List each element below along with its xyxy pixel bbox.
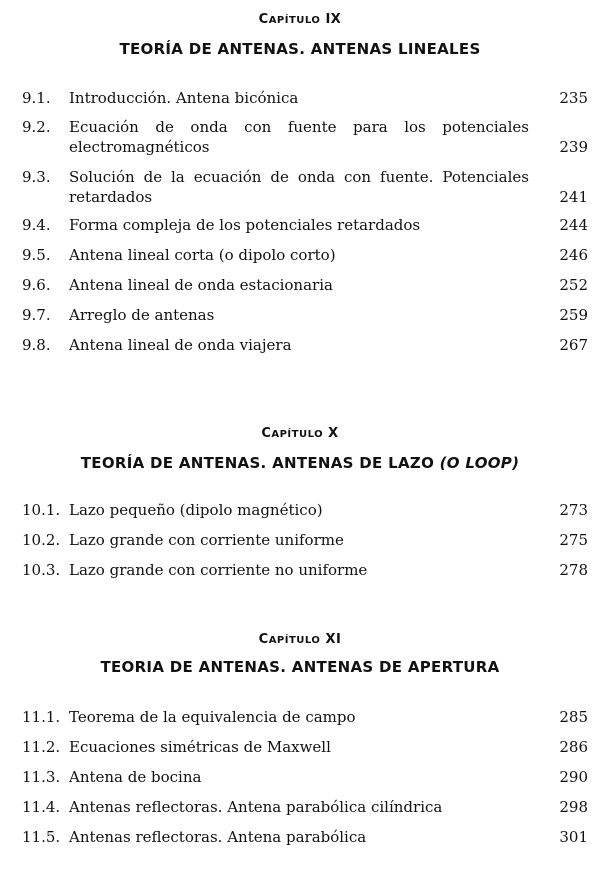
entry-title: Arreglo de antenas bbox=[69, 306, 215, 324]
entry-title: Lazo pequeño (dipolo magnético) bbox=[69, 501, 323, 519]
entry-number: 10.3. bbox=[22, 561, 61, 579]
entry-title: Ecuación de onda con fuente para los potenciales electromagnéticos bbox=[69, 118, 529, 156]
entry-title: Lazo grande con corriente no uniforme bbox=[69, 561, 368, 579]
entry-page: 285 bbox=[559, 708, 588, 726]
entry-page: 241 bbox=[559, 188, 588, 206]
entry-number: 9.5. bbox=[22, 246, 51, 264]
entry-number: 11.4. bbox=[22, 798, 61, 816]
entry-number: 9.6. bbox=[22, 276, 51, 294]
entry-title: Antena lineal de onda viajera bbox=[69, 336, 292, 354]
entry-title: Antenas reflectoras. Antena parabólica cilíndrica bbox=[69, 798, 443, 816]
entry-page: 244 bbox=[559, 216, 588, 234]
entry-page: 259 bbox=[559, 306, 588, 324]
chapter-title: TEORIA DE ANTENAS. ANTENAS DE APERTURA bbox=[100, 658, 500, 676]
entry-number: 11.3. bbox=[22, 768, 61, 786]
entry-page: 252 bbox=[559, 276, 588, 294]
entry-number: 9.1. bbox=[22, 89, 51, 107]
entry-number: 11.5. bbox=[22, 828, 61, 846]
entry-title: Antena lineal de onda estacionaria bbox=[69, 276, 333, 294]
entry-page: 239 bbox=[559, 138, 588, 156]
entry-title: Antenas reflectoras. Antena parabólica bbox=[69, 828, 367, 846]
entry-page: 301 bbox=[559, 828, 588, 846]
entry-page: 235 bbox=[559, 89, 588, 107]
entry-title: Ecuaciones simétricas de Maxwell bbox=[69, 738, 331, 756]
entry-title: Solución de la ecuación de onda con fuente. Potenciales retardados bbox=[69, 168, 529, 206]
entry-page: 286 bbox=[559, 738, 588, 756]
chapter-title: TEORÍA DE ANTENAS. ANTENAS DE LAZO (O LOOP) bbox=[80, 454, 520, 472]
entry-number: 10.2. bbox=[22, 531, 61, 549]
entry-page: 278 bbox=[559, 561, 588, 579]
chapter-label: CAPÍTULO XI bbox=[258, 632, 342, 647]
entry-number: 11.2. bbox=[22, 738, 61, 756]
chapter-title: TEORÍA DE ANTENAS. ANTENAS LINEALES bbox=[119, 40, 481, 58]
entry-title: Forma compleja de los potenciales retardados bbox=[69, 216, 421, 234]
entry-number: 9.2. bbox=[22, 118, 51, 136]
entry-number: 9.3. bbox=[22, 168, 51, 186]
entry-page: 267 bbox=[559, 336, 588, 354]
entry-page: 246 bbox=[559, 246, 588, 264]
entry-number: 9.4. bbox=[22, 216, 51, 234]
entry-page: 290 bbox=[559, 768, 588, 786]
entry-title: Teorema de la equivalencia de campo bbox=[69, 708, 356, 726]
entry-number: 11.1. bbox=[22, 708, 61, 726]
entry-title: Antena lineal corta (o dipolo corto) bbox=[69, 246, 336, 264]
entry-page: 275 bbox=[559, 531, 588, 549]
entry-title: Antena de bocina bbox=[69, 768, 202, 786]
chapter-label: CAPÍTULO IX bbox=[258, 12, 342, 27]
entry-title: Lazo grande con corriente uniforme bbox=[69, 531, 344, 549]
entry-number: 9.8. bbox=[22, 336, 51, 354]
entry-page: 273 bbox=[559, 501, 588, 519]
entry-page: 298 bbox=[559, 798, 588, 816]
entry-number: 9.7. bbox=[22, 306, 51, 324]
chapter-label: CAPÍTULO X bbox=[261, 426, 339, 441]
entry-title: Introducción. Antena bicónica bbox=[69, 89, 299, 107]
entry-number: 10.1. bbox=[22, 501, 61, 519]
